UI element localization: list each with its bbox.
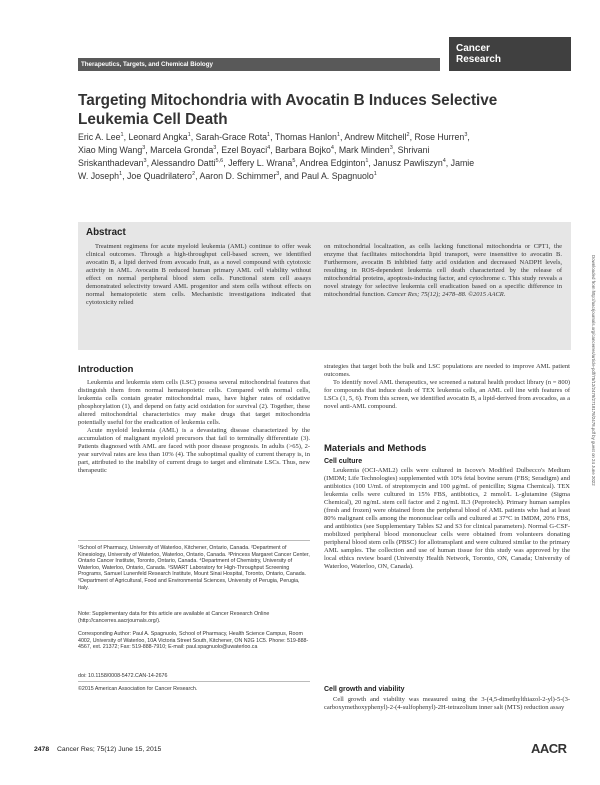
author: Jeffery L. Wrana$^5$ bbox=[228, 157, 296, 168]
author: Rose Hurren$^3$ bbox=[414, 131, 468, 142]
author: Marcela Gronda$^3$ bbox=[150, 144, 217, 155]
author: Xiao Ming Wang$^3$ bbox=[78, 144, 146, 155]
author: Joe Quadrilatero$^2$ bbox=[127, 170, 196, 181]
cell-growth-heading: Cell growth and viability bbox=[324, 686, 405, 693]
author: Thomas Hanlon$^1$ bbox=[274, 131, 340, 142]
doi-rule bbox=[78, 681, 310, 682]
author: Eric A. Lee$^1$ bbox=[78, 131, 124, 142]
cell-growth-body: Cell growth and viability was measured using the 3-(4,5-dimethylthiazol-2-yl)-5-(3-carboxymethoxyphenyl)-2-(4-sulfophenyl)-2H-tetrazolium inner salt (MTS) reduction assay bbox=[324, 696, 570, 711]
affiliations: ¹School of Pharmacy, University of Waterloo, Kitchener, Ontario, Canada. ²Department of Kinesiology, University of Waterloo, Waterloo, Ontario, Canada. ³Princess Margaret Cancer Center, Ontario Cancer Institute, Toronto, Ontario, Canada. ⁴Department of Chemistry, University of Waterloo, Waterloo, Ontario, Canada. ⁵SMART Laboratory for High-Throughput Screening Programs, Samuel Lunenfeld Research Institute, Mount Sinai Hospital, Toronto, Ontario, Canada. ⁶Department of Agricultural, Food and Environmental Sciences, University of Perugia, Perugia, Italy. bbox=[78, 545, 310, 591]
author: Jamie W. Joseph$^1$ bbox=[78, 157, 475, 181]
author: Andrew Mitchell$^2$ bbox=[344, 131, 410, 142]
methods-heading: Materials and Methods bbox=[324, 443, 427, 454]
author: Janusz Pawliszyn$^4$ bbox=[373, 157, 446, 168]
section-banner: Therapeutics, Targets, and Chemical Biology bbox=[78, 58, 440, 71]
author: Leonard Angka$^1$ bbox=[128, 131, 191, 142]
author: Aaron D. Schimmer$^3$ bbox=[199, 170, 280, 181]
copyright: ©2015 American Association for Cancer Research. bbox=[78, 686, 198, 692]
abstract-left: Treatment regimens for acute myeloid leukemia (AML) continue to offer weak clinical outcomes. Through a high-throughput cell-based screen, we identified avocatin B, a lipid derived from avocado fruit, as a novel compound with cytotoxic activity in AML. Avocatin B reduced human primary AML cell viability without effect on normal peripheral blood stem cells. Functional stem cell assays demonstrated selectivity toward AML progenitor and stem cells without effects on normal hematopoietic stem cells. Mechanistic investigations indicated that cytotoxicity relied bbox=[86, 243, 311, 306]
author-list: Eric A. Lee$^1$, Leonard Angka$^1$, Sarah-Grace Rota$^1$, Thomas Hanlon$^1$, Andrew Mitchell$^2$, Rose Hurren$^3$, Xiao Ming Wang$^3$, Marcela Gronda$^3$, Ezel Boyaci$^4$, Barbara Bojko$^4$, Mark Minden$^3$, Shrivani Sriskanthadevan$^3$, Alessandro Datti$^{5,6}$, Jeffery L. Wrana$^5$, Andrea Edginton$^1$, Janusz Pawliszyn$^4$, Jamie W. Joseph$^1$, Joe Quadrilatero$^2$, Aaron D. Schimmer$^3$, and Paul A. Spagnuolo$^1$ bbox=[78, 131, 475, 181]
footnote-rule bbox=[78, 540, 310, 541]
abstract-right-text: on mitochondrial localization, as cells lacking functional mitochondria or CPT1, the enzyme that facilitates mitochondria lipid transport, were insensitive to avocatin B. Furthermore, avocatin B inhibited fatty acid oxidation and decreased NADPH levels, resulting in ROS-dependent leukemia cell death characterized by the release of mitochondrial proteins, apoptosis-inducing factor, and cytochrome c. This study reveals a novel strategy for selective leukemia cell eradication based on a specific difference in mitochondrial function. Cancer Res; 75(12); 2478–88. ©2015 AACR. bbox=[324, 243, 562, 298]
author: Sarah-Grace Rota$^1$ bbox=[195, 131, 271, 142]
author: Andrea Edginton$^1$ bbox=[299, 157, 369, 168]
author: Alessandro Datti$^{5,6}$ bbox=[151, 157, 224, 168]
author: Mark Minden$^3$ bbox=[338, 144, 393, 155]
article-title: Targeting Mitochondria with Avocatin B Induces Selective Leukemia Cell Death bbox=[78, 92, 498, 128]
corresponding-author: Corresponding Author: Paul A. Spagnuolo, School of Pharmacy, Health Science Campus, Room 4002, University of Waterloo, 10A Victoria Street South, Kitchener, ON N2G 1C5. Phone: 519-888-4567, ext. 21372; Fax: 519-888-7910; E-mail: paul.spagnuolo@uwaterloo.ca bbox=[78, 631, 309, 651]
supplementary-note: Note: Supplementary data for this article are available at Cancer Research Online (http://cancerres.aacrjournals.org/). bbox=[78, 611, 270, 624]
author: Ezel Boyaci$^4$ bbox=[221, 144, 271, 155]
page-number: 2478 bbox=[34, 746, 50, 753]
cell-culture-body: Leukemia (OCI-AML2) cells were cultured in Iscove's Modified Dulbecco's Medium (IMDM; Life Technologies) supplemented with 10% fetal bovine serum (FBS; Seradigm) and antibiotics (100 U/mL of streptomycin and 100 μg/mL of penicillin; Sigma Chemical). TEX leukemia cells were cultured in 15% FBS, antibiotics, 2 mmol/L L-glutamine (Sigma Chemical), 20 ng/mL stem cell factor and 2 ng/mL IL3 (Peprotech). Primary human samples (fresh and frozen) were obtained from the peripheral blood of AML patients who had at least 80% malignant cells among the mononuclear cells and cultured at 37°C in IMDM, 20% FBS, and antibiotics (see Supplementary Tables S2 and S3 for clinical parameters). Normal G-CSF-mobilized peripheral blood mononuclear cells were obtained from volunteers donating peripheral blood stem cells (PBSC) for allotransplant and were cultured similar to the primary AML samples. The collection and use of human tissue for this study was approved by the local ethics review board (University Health Network, Toronto, ON, Canada; University of Waterloo, Waterloo, ON, Canada). bbox=[324, 467, 570, 570]
journal-logo: Cancer Research bbox=[449, 37, 571, 71]
aacr-logo: AACR bbox=[531, 741, 567, 756]
intro-heading: Introduction bbox=[78, 364, 134, 375]
author: Paul A. Spagnuolo$^1$ bbox=[301, 170, 377, 181]
abstract-right bbox=[324, 243, 562, 299]
right-column-body: strategies that target both the bulk and LSC populations are needed to improve AML patient outcomes. To identify novel AML therapeutics, we screened a natural health product library (n = 800) for compounds that induce death of TEX leukemia cells, an AML cell line with features of LSCs (1, 5, 6). From this screen, we identified avocatin B, a lipid-derived from avocados, as a novel anti-AML compound. bbox=[324, 363, 570, 410]
intro-body: Leukemia and leukemia stem cells (LSC) possess several mitochondrial features that distinguish them from normal hematopoietic cells. Compared with normal cells, leukemia cells contain greater mitochondrial mass, have higher rates of oxidative phosphorylation (1), and depend on fatty acid oxidation for survival (2). Together, these altered mitochondrial characteristics may make drugs that target mitochondria potentially useful for the eradication of leukemia cells. Acute myeloid leukemia (AML) is a devastating disease characterized by the accumulation of malignant myeloid precursors that fail to terminally differentiate (3). Patients diagnosed with AML are faced with poor disease prognosis. In adults (>65), 2-year survival rates are less than 10% (4). The suboptimal quality of current therapy is, in part, attributed to the inability of current drugs to target and eliminate LSCs. Thus, new therapeutic bbox=[78, 379, 310, 474]
cell-culture-heading: Cell culture bbox=[324, 458, 363, 465]
author: Shrivani Sriskanthadevan$^3$ bbox=[78, 144, 430, 168]
author: Barbara Bojko$^4$ bbox=[275, 144, 334, 155]
abstract-heading: Abstract bbox=[86, 227, 126, 238]
download-note: Downloaded from http://aacrjournals.org/cancerres/article-pdf/75/12/2478/2718178/2478.pdf by guest on 24 June 2022 bbox=[591, 255, 596, 486]
journal-reference: Cancer Res; 75(12) June 15, 2015 bbox=[57, 746, 162, 753]
page-footer bbox=[34, 746, 161, 753]
doi: doi: 10.1158/0008-5472.CAN-14-2676 bbox=[78, 673, 168, 679]
